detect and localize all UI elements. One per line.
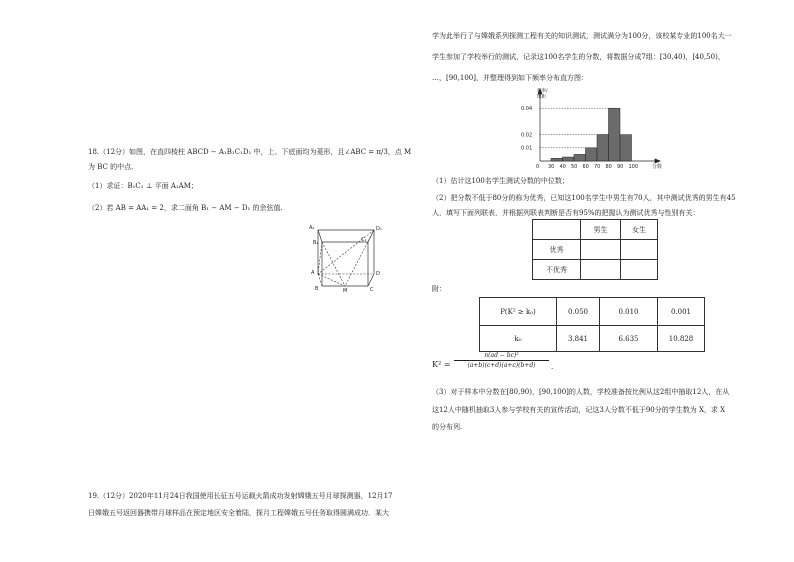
- formula-denominator: (a+b)(c+d)(a+c)(b+d): [467, 362, 536, 369]
- prism-figure: [306, 222, 390, 294]
- table-row: [480, 298, 705, 326]
- edge-a1b1: [318, 230, 322, 242]
- table-cell: 3.841: [557, 326, 600, 352]
- table-row: [480, 326, 705, 352]
- q18-part1: （1）求证：B₁C₁ ⊥ 平面 A₁AM；: [88, 182, 198, 190]
- table-cell: k₀: [480, 326, 557, 352]
- label-d1: D₁: [376, 226, 382, 232]
- frequency-histogram: [515, 86, 675, 170]
- table-cell: [533, 220, 581, 240]
- table-row: [533, 220, 658, 240]
- table-cell: P(K² ≥ k₀): [480, 298, 557, 326]
- q19-line1: 19.（12分）2020年11月24日我国使用长征五号运载火箭成功发射嫦娥五号月球探测器，12月17: [88, 492, 393, 500]
- segment-b1m: [322, 242, 345, 286]
- x-tick-label: 50: [571, 164, 578, 170]
- x-tick-label: 70: [594, 164, 601, 170]
- formula-lhs: K² =: [432, 360, 451, 369]
- intro-line2: 学生参加了学校举行的测试，记录这100名学生的分数，将数据分成7组：[30,40)，[40,50)，: [432, 53, 725, 61]
- y-tick-label: 0.02: [521, 132, 533, 139]
- formula-numerator: n(ad − bc)²: [454, 352, 549, 361]
- x-axis-label: 分数: [652, 164, 663, 170]
- table-cell: 0.050: [557, 298, 600, 326]
- y-tick-label: 0.04: [521, 106, 533, 112]
- histogram-bar: [609, 108, 621, 161]
- table-cell: 0.010: [600, 298, 658, 326]
- table-cell: 6.635: [600, 326, 658, 352]
- reference-table: [479, 297, 705, 352]
- sub2-line1: （2）把分数不低于80分的称为优秀，已知这100名学生中男生有70人，其中测试优秀的男生有45: [432, 194, 736, 202]
- edge-cd: [368, 274, 374, 286]
- sub2-line2: 人，填写下面列联表，并根据列联表判断是否有95%的把握认为测试优秀与性别有关：: [432, 209, 700, 217]
- label-a1: A₁: [309, 225, 315, 231]
- intro-line1: 学为此举行了与嫦娥系列探测工程有关的知识测试，测试满分为100分，该校某专业的100名大一: [432, 32, 732, 40]
- histogram-bar: [574, 154, 586, 161]
- table-cell: [621, 260, 658, 280]
- table-cell: [581, 240, 621, 260]
- y-tick-label: 0.01: [521, 145, 533, 152]
- x-tick-label: 80: [605, 164, 612, 170]
- table-cell: 优秀: [533, 240, 581, 260]
- table-cell: 女生: [621, 220, 658, 240]
- label-c: C: [370, 287, 374, 293]
- sub3-line1: （3）对于样本中分数在[80,90)，[90,100]的人数，学校准备按比例从这2组中抽取12人，在从: [432, 388, 730, 396]
- q19-line2: 日嫦娥五号返回器携带月球样品在预定地区安全着陆，探月工程嫦娥五号任务取得圆满成功．某大: [88, 509, 389, 517]
- histogram-bar: [620, 135, 632, 161]
- q18-part2: （2）若 AB = AA₁ = 2，求二面角 B₁ − AM − D₁ 的余弦值.: [88, 204, 283, 212]
- histogram-bar: [597, 135, 609, 161]
- segment-b1a: [318, 242, 322, 274]
- histogram-bar: [586, 148, 598, 161]
- table-cell: 不优秀: [533, 260, 581, 280]
- label-m: M: [343, 288, 348, 294]
- table-cell: 10.828: [658, 326, 705, 352]
- q18-line1: 18.（12分）如图，在直四棱柱 ABCD − A₁B₁C₁D₁ 中，上、下底面均为菱形，且∠ABC = π/3，点 M: [88, 148, 412, 156]
- label-b: B: [315, 286, 319, 292]
- x-tick-label: 60: [582, 164, 589, 170]
- x-tick-label: 90: [617, 164, 624, 170]
- x-tick-label: 40: [559, 164, 566, 170]
- label-d: D: [376, 271, 380, 277]
- y-axis-label: 频率/ 组距: [537, 89, 548, 100]
- histogram-bar: [551, 158, 563, 161]
- sub3-line3: 的分布列.: [432, 423, 463, 431]
- table-cell: [581, 260, 621, 280]
- x-tick-label: 100: [628, 164, 639, 170]
- formula-tail: .: [551, 363, 554, 371]
- contingency-table: [532, 219, 658, 280]
- label-a: A: [311, 270, 315, 276]
- attach-label: 附：: [432, 285, 446, 293]
- table-row: [533, 260, 658, 280]
- table-cell: [621, 240, 658, 260]
- table-cell: 0.001: [658, 298, 705, 326]
- sub3-line2: 这12人中随机抽取3人参与学校有关的宣传活动，记这3人分数不低于90分的学生数为 X，求 X: [432, 406, 726, 414]
- q18-line2: 为 BC 的中点.: [88, 163, 134, 171]
- label-c1: C₁: [361, 237, 367, 243]
- x-tick-label: 30: [548, 164, 555, 170]
- label-b1: B₁: [313, 240, 319, 246]
- x-axis-arrow: [655, 159, 660, 163]
- formula-fraction: [454, 352, 549, 370]
- table-row: [533, 240, 658, 260]
- sub1: （1）估计这100名学生测试分数的中位数；: [432, 177, 569, 185]
- table-cell: 男生: [581, 220, 621, 240]
- histogram-bar: [563, 157, 575, 161]
- x-tick-label: 0: [536, 164, 540, 170]
- intro-line3: …，[90,100]，并整理得到如下频率分布直方图：: [432, 74, 588, 82]
